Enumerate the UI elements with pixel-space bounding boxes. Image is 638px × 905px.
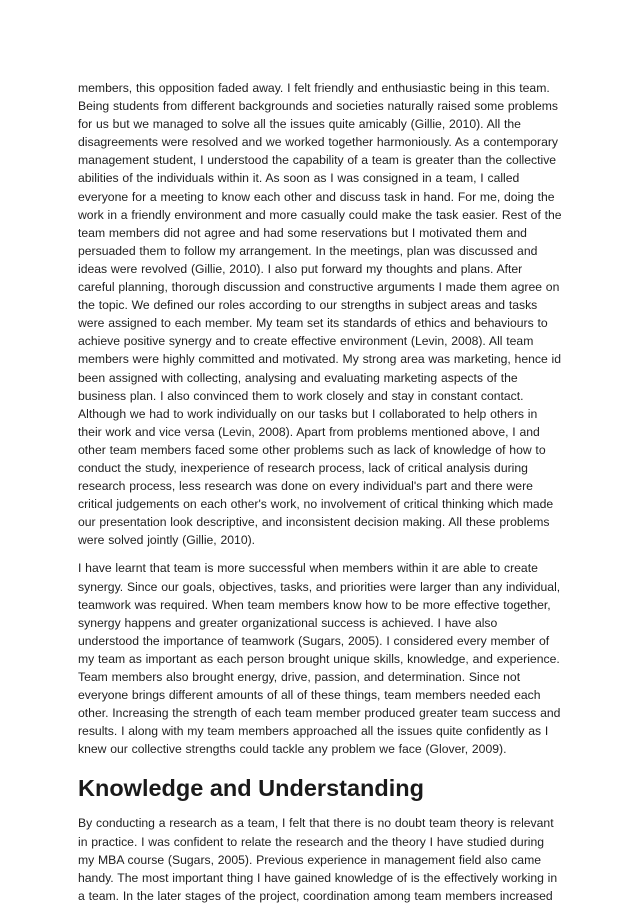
body-paragraph-teamwork: I have learnt that team is more successful when members within it are able to create synergy. Since our goals, objectives, tasks, and priorities were larger than any individual, teamwork was required. When team members know how to be more effective together, synergy happens and greater organizational success is achieved. I have also understood the importance of teamwork (Sugars, 2005). I considered every member of my team as important as each person brought unique skills, knowledge, and experience. Team members also brought energy, drive, passion, and determination. Since not everyone brings different amounts of all of these things, team members needed each other. Increasing the strength of each team member produced greater team success and results. I along with my team members approached all the issues quite confidently as I knew our collective strengths could tackle any problem we face (Glover, 2009).	[78, 561, 561, 757]
body-paragraph-reflection: members, this opposition faded away. I felt friendly and enthusiastic being in this team. Being students from different backgrounds and societies naturally raised some problems for us but we managed to solve all the issues quite amicably (Gillie, 2010). All the disagreements were resolved and we worked together harmoniously. As a contemporary management student, I understood the capability of a team is greater than the collective abilities of the individuals within it. As soon as I was consigned in a team, I called everyone for a meeting to know each other and discuss task in hand. For me, doing the work in a friendly environment and more casually could make the task easier. Rest of the team members did not agree and had some reservations but I motivated them and persuaded them to follow my arrangement. In the meetings, plan was discussed and ideas were revolved (Gillie, 2010). I also put forward my thoughts and plans. After careful planning, thorough discussion and constructive arguments I made them agree on the topic. We defined our roles according to our strengths in subject areas and tasks were assigned to each member. My team set its standards of ethics and behaviours to achieve positive synergy and to create effective environment (Levin, 2008). All team members were highly committed and motivated. My strong area was marketing, hence id been assigned with collecting, analysing and evaluating marketing aspects of the business plan. I also convinced them to work closely and stay in constant contact. Although we had to work individually on our tasks but I collaborated to help others in their work and vice versa (Levin, 2008). Apart from problems mentioned above, I and other team members faced some other problems such as lack of knowledge of how to conduct the study, inexperience of research process, lack of critical analysis during research process, less research was done on every individual's part and there were critical judgements on each other's work, no involvement of critical thinking which made our presentation look descriptive, and inconsistent decision making. All these problems were solved jointly (Gillie, 2010).	[78, 81, 562, 548]
section-heading: Knowledge and Understanding	[78, 775, 424, 802]
body-paragraph-knowledge: By conducting a research as a team, I felt that there is no doubt team theory is relevant in practice. I was confident to relate the research and the theory I have studied during my MBA course (Sugars, 2005). Previous experience in management field also came handy. The most important thing I have gained knowledge of is the effectively working in a team. In the later stages of the project, coordination among team members increased	[78, 816, 558, 903]
page-content	[78, 79, 562, 905]
